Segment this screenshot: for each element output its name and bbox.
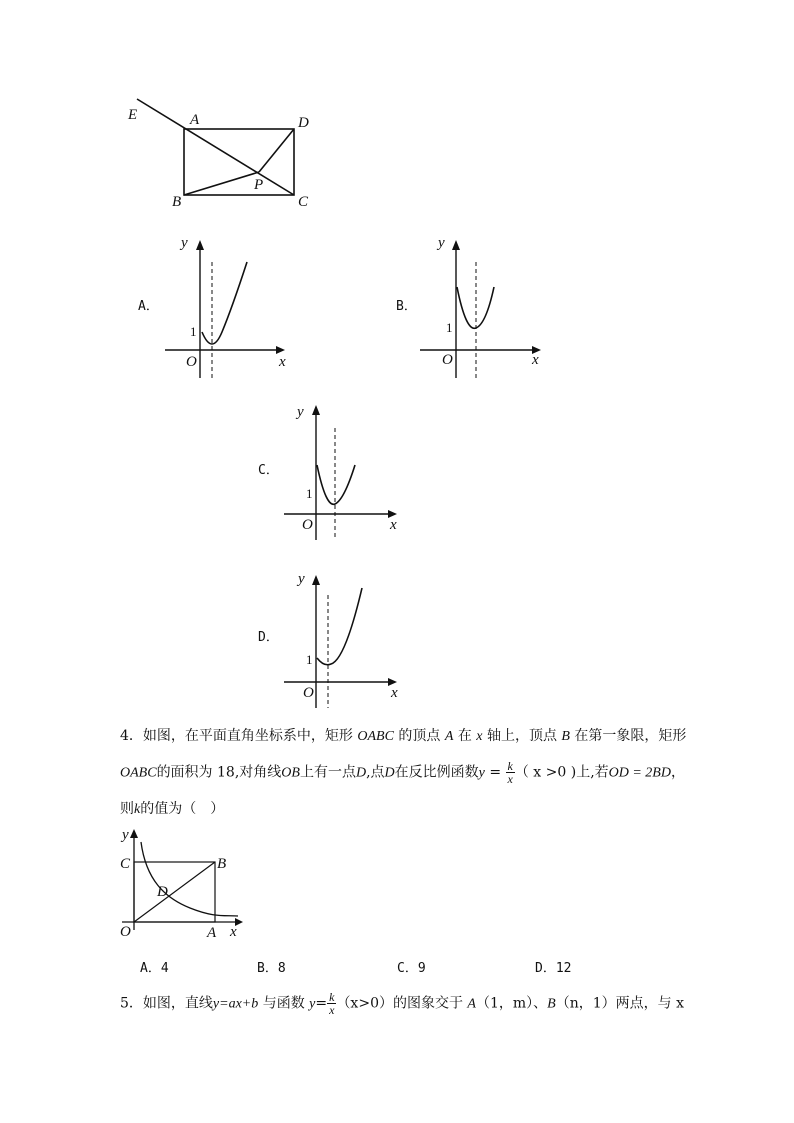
segment-bp xyxy=(184,172,259,195)
y-label: y xyxy=(181,235,188,251)
text: 5．如图，直线 xyxy=(120,995,213,1012)
text: 的值为（ ） xyxy=(140,801,225,817)
label-c: C xyxy=(120,856,131,872)
tick-one-label: 1 xyxy=(446,320,453,335)
origin-label: O xyxy=(186,354,197,370)
text: （ x >0 )上,若 xyxy=(514,764,609,781)
option-b-label: B． xyxy=(396,299,417,314)
text: 、 xyxy=(533,995,548,1012)
choice-a[interactable]: A．4 xyxy=(140,961,169,976)
denominator: x xyxy=(329,1003,335,1017)
x-axis-arrow-icon xyxy=(276,346,285,354)
text: = xyxy=(484,764,506,781)
label-b: B xyxy=(172,194,182,210)
text: 4．如图，在平面直角坐标系中，矩形 xyxy=(120,728,358,744)
text: 上有一点 xyxy=(299,764,356,781)
var-b: B xyxy=(561,729,570,744)
x-label: x xyxy=(279,354,286,370)
numerator: k xyxy=(507,759,513,773)
var-oabc: OABC xyxy=(120,765,157,781)
label-a: A xyxy=(207,925,217,941)
text: 在反比例函数 xyxy=(394,764,479,781)
text: 的顶点 xyxy=(393,728,445,744)
text: （x>0）的图象交于 xyxy=(336,995,468,1012)
label-c: C xyxy=(298,194,309,210)
option-c-label: C． xyxy=(258,463,279,478)
var-x: x xyxy=(476,729,483,744)
text: （n，1） xyxy=(555,995,616,1012)
option-a-label: A． xyxy=(138,299,159,314)
label-y: y xyxy=(122,827,129,843)
text: ,点 xyxy=(366,764,385,781)
var-y: y xyxy=(478,765,485,781)
var-oabc: OABC xyxy=(357,729,394,744)
text: 轴上，顶点 xyxy=(482,728,562,744)
text: 与函数 xyxy=(258,995,310,1012)
y-axis-arrow-icon xyxy=(452,240,460,250)
y-axis-arrow-icon xyxy=(130,829,138,838)
text: = xyxy=(315,995,328,1012)
y-label: y xyxy=(438,235,445,251)
graph-option-a xyxy=(138,235,286,378)
q4-line-2 xyxy=(120,760,685,785)
x-label: x xyxy=(390,517,397,533)
y-axis-arrow-icon xyxy=(312,575,320,585)
tick-one-label: 1 xyxy=(306,652,313,667)
label-d: D xyxy=(298,115,309,131)
parabola-curve xyxy=(317,588,362,665)
var-ob: OB xyxy=(281,765,300,781)
line-ea-extended xyxy=(137,99,294,195)
var-a: A xyxy=(467,996,476,1012)
label-x: x xyxy=(230,924,237,940)
y-label: y xyxy=(297,404,304,420)
hyperbola-curve xyxy=(141,842,238,916)
tick-one-label: 1 xyxy=(190,324,197,339)
label-e: E xyxy=(128,107,138,123)
tick-one-label: 1 xyxy=(306,486,313,501)
label-b: B xyxy=(217,856,227,872)
text: （1，m） xyxy=(475,995,534,1012)
text: 则 xyxy=(120,801,134,817)
label-d: D xyxy=(157,884,168,900)
q4-line-3 xyxy=(120,798,224,821)
var-y: y xyxy=(309,996,316,1012)
label-a: A xyxy=(190,112,200,128)
choice-c[interactable]: C．9 xyxy=(397,961,426,976)
origin-label: O xyxy=(302,517,313,533)
fraction-k-over-x xyxy=(506,760,515,785)
text: 在第一象限，矩形 xyxy=(569,728,687,744)
choice-b[interactable]: B．8 xyxy=(257,961,286,976)
var-b: B xyxy=(547,996,556,1012)
x-label: x xyxy=(532,352,539,368)
numerator: k xyxy=(329,990,335,1004)
graph-option-d xyxy=(258,571,398,708)
y-label: y xyxy=(298,571,305,587)
option-d-label: D． xyxy=(258,630,279,645)
graph-option-c xyxy=(258,404,397,540)
segment-pd xyxy=(259,129,294,172)
text: 的面积为 18,对角线 xyxy=(156,764,282,781)
denominator: x xyxy=(507,772,513,786)
parabola-curve xyxy=(202,262,247,344)
var-a: A xyxy=(444,729,454,744)
choice-d[interactable]: D．12 xyxy=(535,961,572,976)
var-d: D xyxy=(355,765,367,781)
origin-label: O xyxy=(303,685,314,701)
var-line-eq: y=ax+b xyxy=(212,996,259,1012)
var-k: k xyxy=(134,802,141,817)
x-label: x xyxy=(391,685,398,701)
q4-figure xyxy=(120,827,243,941)
text: 在 xyxy=(453,728,477,744)
q5-line-1 xyxy=(120,991,684,1016)
y-axis-arrow-icon xyxy=(196,240,204,250)
q4-line-1 xyxy=(120,725,686,748)
graph-option-b xyxy=(396,235,541,378)
text: 两点，与 x xyxy=(615,995,685,1012)
parabola-curve xyxy=(317,465,355,504)
text: ， xyxy=(670,764,685,781)
var-od-eq: OD = 2BD xyxy=(608,765,671,781)
label-p: P xyxy=(254,177,264,193)
y-axis-arrow-icon xyxy=(312,405,320,415)
origin-label: O xyxy=(442,352,453,368)
var-d: D xyxy=(384,765,395,781)
label-o: O xyxy=(120,924,131,940)
rectangle-figure xyxy=(127,99,309,210)
